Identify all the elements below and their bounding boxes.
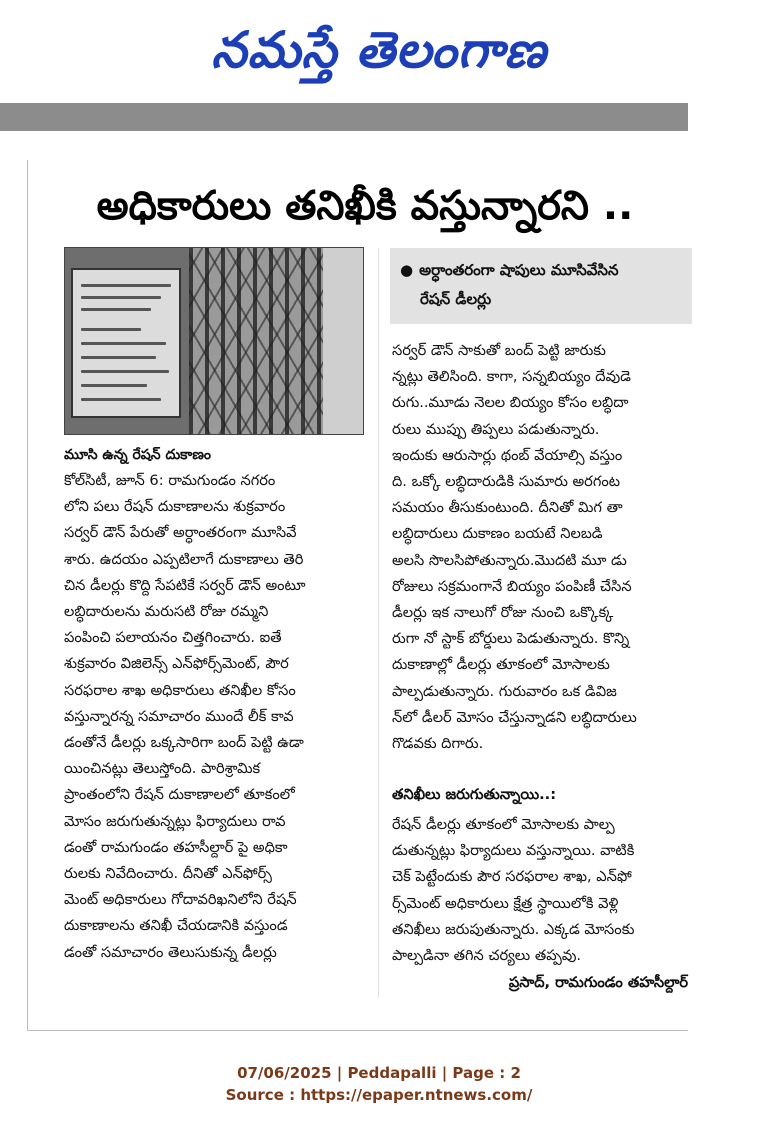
body-line: న్నట్లు తెలిసింది. కాగా, సన్నబియ్యం దేవుడె (392, 368, 631, 386)
body-line: ప్రాంతంలోని రేషన్ దుకాణాలలో తూకంలో (64, 786, 295, 804)
body-line: పంపించి పలాయనం చిత్తగించారు. ఐతే (64, 629, 282, 647)
body-line: లబ్ధిదారులు దుకాణం బయటే నిలబడి (392, 525, 603, 543)
body-line: యించినట్లు తెలుస్తోంది. పారిశ్రామిక (64, 760, 261, 778)
body-line: డంతో సమాచారం తెలుసుకున్న డీలర్లు (64, 943, 277, 961)
article-body-right (392, 338, 692, 757)
body-line: శారు. ఉదయం ఎప్పటిలాగే దుకాణాలు తెరి (64, 550, 304, 568)
footer-source-link[interactable]: Source : https://epaper.ntnews.com/ (225, 1086, 533, 1104)
body-line: శుక్రవారం విజిలెన్స్ ఎన్‌ఫోర్స్‌మెంట్, పౌర (64, 655, 289, 673)
body-line: ఇందుకు ఆరుసార్లు థంబ్ వేయాల్సి వస్తుం (392, 446, 623, 464)
body-line: సర్వర్ డౌన్ సాకుతో బంద్ పెట్టి జారుకు (392, 342, 606, 359)
body-line: అలసి సొలసిపోతున్నారు.మొదటి మూ డు (392, 551, 627, 569)
body-line: రుగా నో స్టాక్ బోర్డులు పెడుతున్నారు. కొన్ని (392, 630, 630, 648)
body-line: మెంట్ అధికారులు గోదావరిఖనిలోని రేషన్ (64, 891, 297, 909)
body-line: డుతున్నట్లు ఫిర్యాదులు వస్తున్నాయి. వాటికి (392, 842, 635, 860)
newspaper-logo-title: నమస్తే తెలంగాణ (211, 21, 547, 79)
body-line: మోసం జరుగుతున్నట్లు ఫిర్యాదులు రావ (64, 812, 286, 830)
body-line: డంతో రామగుండం తహసీల్దార్ పై అధికా (64, 838, 288, 856)
body-line: సమయం తీసుకుంటుంది. దీనితో మిగ తా (392, 499, 623, 517)
body-line: ది. ఒక్కో లబ్ధిదారుడికి సుమారు అరగంట (392, 473, 621, 491)
subhead-highlight-box (390, 248, 692, 324)
ration-shop-photo (64, 247, 364, 435)
clipping-frame-bottom (27, 1030, 688, 1031)
body-line: పాల్పడినా తగిన చర్యలు తప్పవు. (392, 947, 582, 965)
epaper-footer (0, 1062, 758, 1106)
body-line: రులకు నివేదించారు. దీనితో ఎన్‌ఫోర్స్ (64, 865, 272, 883)
article-headline: అధికారులు తనిఖీకి వస్తున్నారని .. (96, 183, 634, 229)
footer-date-edition-page: 07/06/2025 | Peddapalli | Page : 2 (237, 1064, 521, 1082)
masthead-divider-bar (0, 103, 688, 131)
body-line: రేషన్ డీలర్లు తూకంలో మోసాలకు పాల్ప (392, 816, 615, 833)
body-line: సర్వర్ డౌన్ పేరుతో అర్ధాంతరంగా మూసివే (64, 524, 297, 542)
body-line: సరఫరాల శాఖ అధికారులు తనిఖీల కోసం (64, 681, 296, 699)
body-line: కోల్‌సిటీ, జూన్ 6: రామగుండం నగరం (64, 472, 276, 489)
section-subheading: తనిఖీలు జరుగుతున్నాయి..: (392, 786, 557, 803)
body-line: వస్తున్నారన్న సమాచారం ముందే లీక్ కావ (64, 707, 294, 725)
column-divider (378, 248, 379, 998)
masthead (0, 0, 758, 100)
body-line: లోని పలు రేషన్ దుకాణాలను శుక్రవారం (64, 498, 286, 516)
bullet-icon: ● (400, 261, 414, 279)
body-line: గొడవకు దిగారు. (392, 735, 484, 753)
body-line: రుగు..మూడు నెలల బియ్యం కోసం లబ్ధిదా (392, 394, 629, 412)
article-body-left (64, 468, 364, 966)
subhead-line: అర్ధాంతరంగా షాపులు మూసివేసిన (419, 261, 619, 279)
body-line: తనిఖీలు జరుపుతున్నారు. ఎక్కడ మోసంకు (392, 920, 635, 938)
article-body-right-section2 (392, 812, 692, 969)
body-line: లబ్ధిదారులను మరుసటి రోజు రమ్మని (64, 603, 269, 621)
body-line: డీలర్లు ఇక నాలుగో రోజు నుంచి ఒక్కొక్క (392, 604, 614, 622)
body-line: పాల్పడుతున్నారు. గురువారం ఒక డివిజ (392, 682, 617, 700)
photo-caption: మూసి ఉన్న రేషన్ దుకాణం (64, 447, 211, 463)
shop-signboard (71, 268, 181, 418)
body-line: చెక్ పెట్టేందుకు పౌర సరఫరాల శాఖ, ఎన్‌ఫో (392, 868, 632, 886)
quote-attribution: ప్రసాద్, రామగుండం తహసీల్దార్ (508, 974, 688, 991)
body-line: న్‌లో డీలర్ మోసం చేస్తున్నాడని లబ్ధిదారులు (392, 708, 637, 726)
body-line: రులు ముప్పు తిప్పలు పడుతున్నారు. (392, 420, 600, 438)
body-line: రోజులు సక్రమంగానే బియ్యం పంపిణీ చేసిన (392, 577, 632, 595)
body-line: దుకాణాల్లో డీలర్లు తూకంలో మోసాలకు (392, 656, 610, 674)
subhead-line: రేషన్ డీలర్లు (420, 290, 492, 308)
body-line: ర్స్‌మెంట్ అధికారులు క్షేత్ర స్థాయిలోకి వెళ్లి (392, 894, 619, 912)
body-line: దుకాణాలను తనిఖీ చేయడానికి వస్తుండ (64, 917, 288, 935)
body-line: చిన డీలర్లు కొద్ది సేపటికే సర్వర్ డౌన్ అంటూ (64, 576, 306, 594)
body-line: డంతోనే డీలర్లు ఒక్కసారిగా బంద్ పెట్టి ఉడా (64, 734, 304, 752)
clipping-frame-left (27, 160, 28, 1030)
